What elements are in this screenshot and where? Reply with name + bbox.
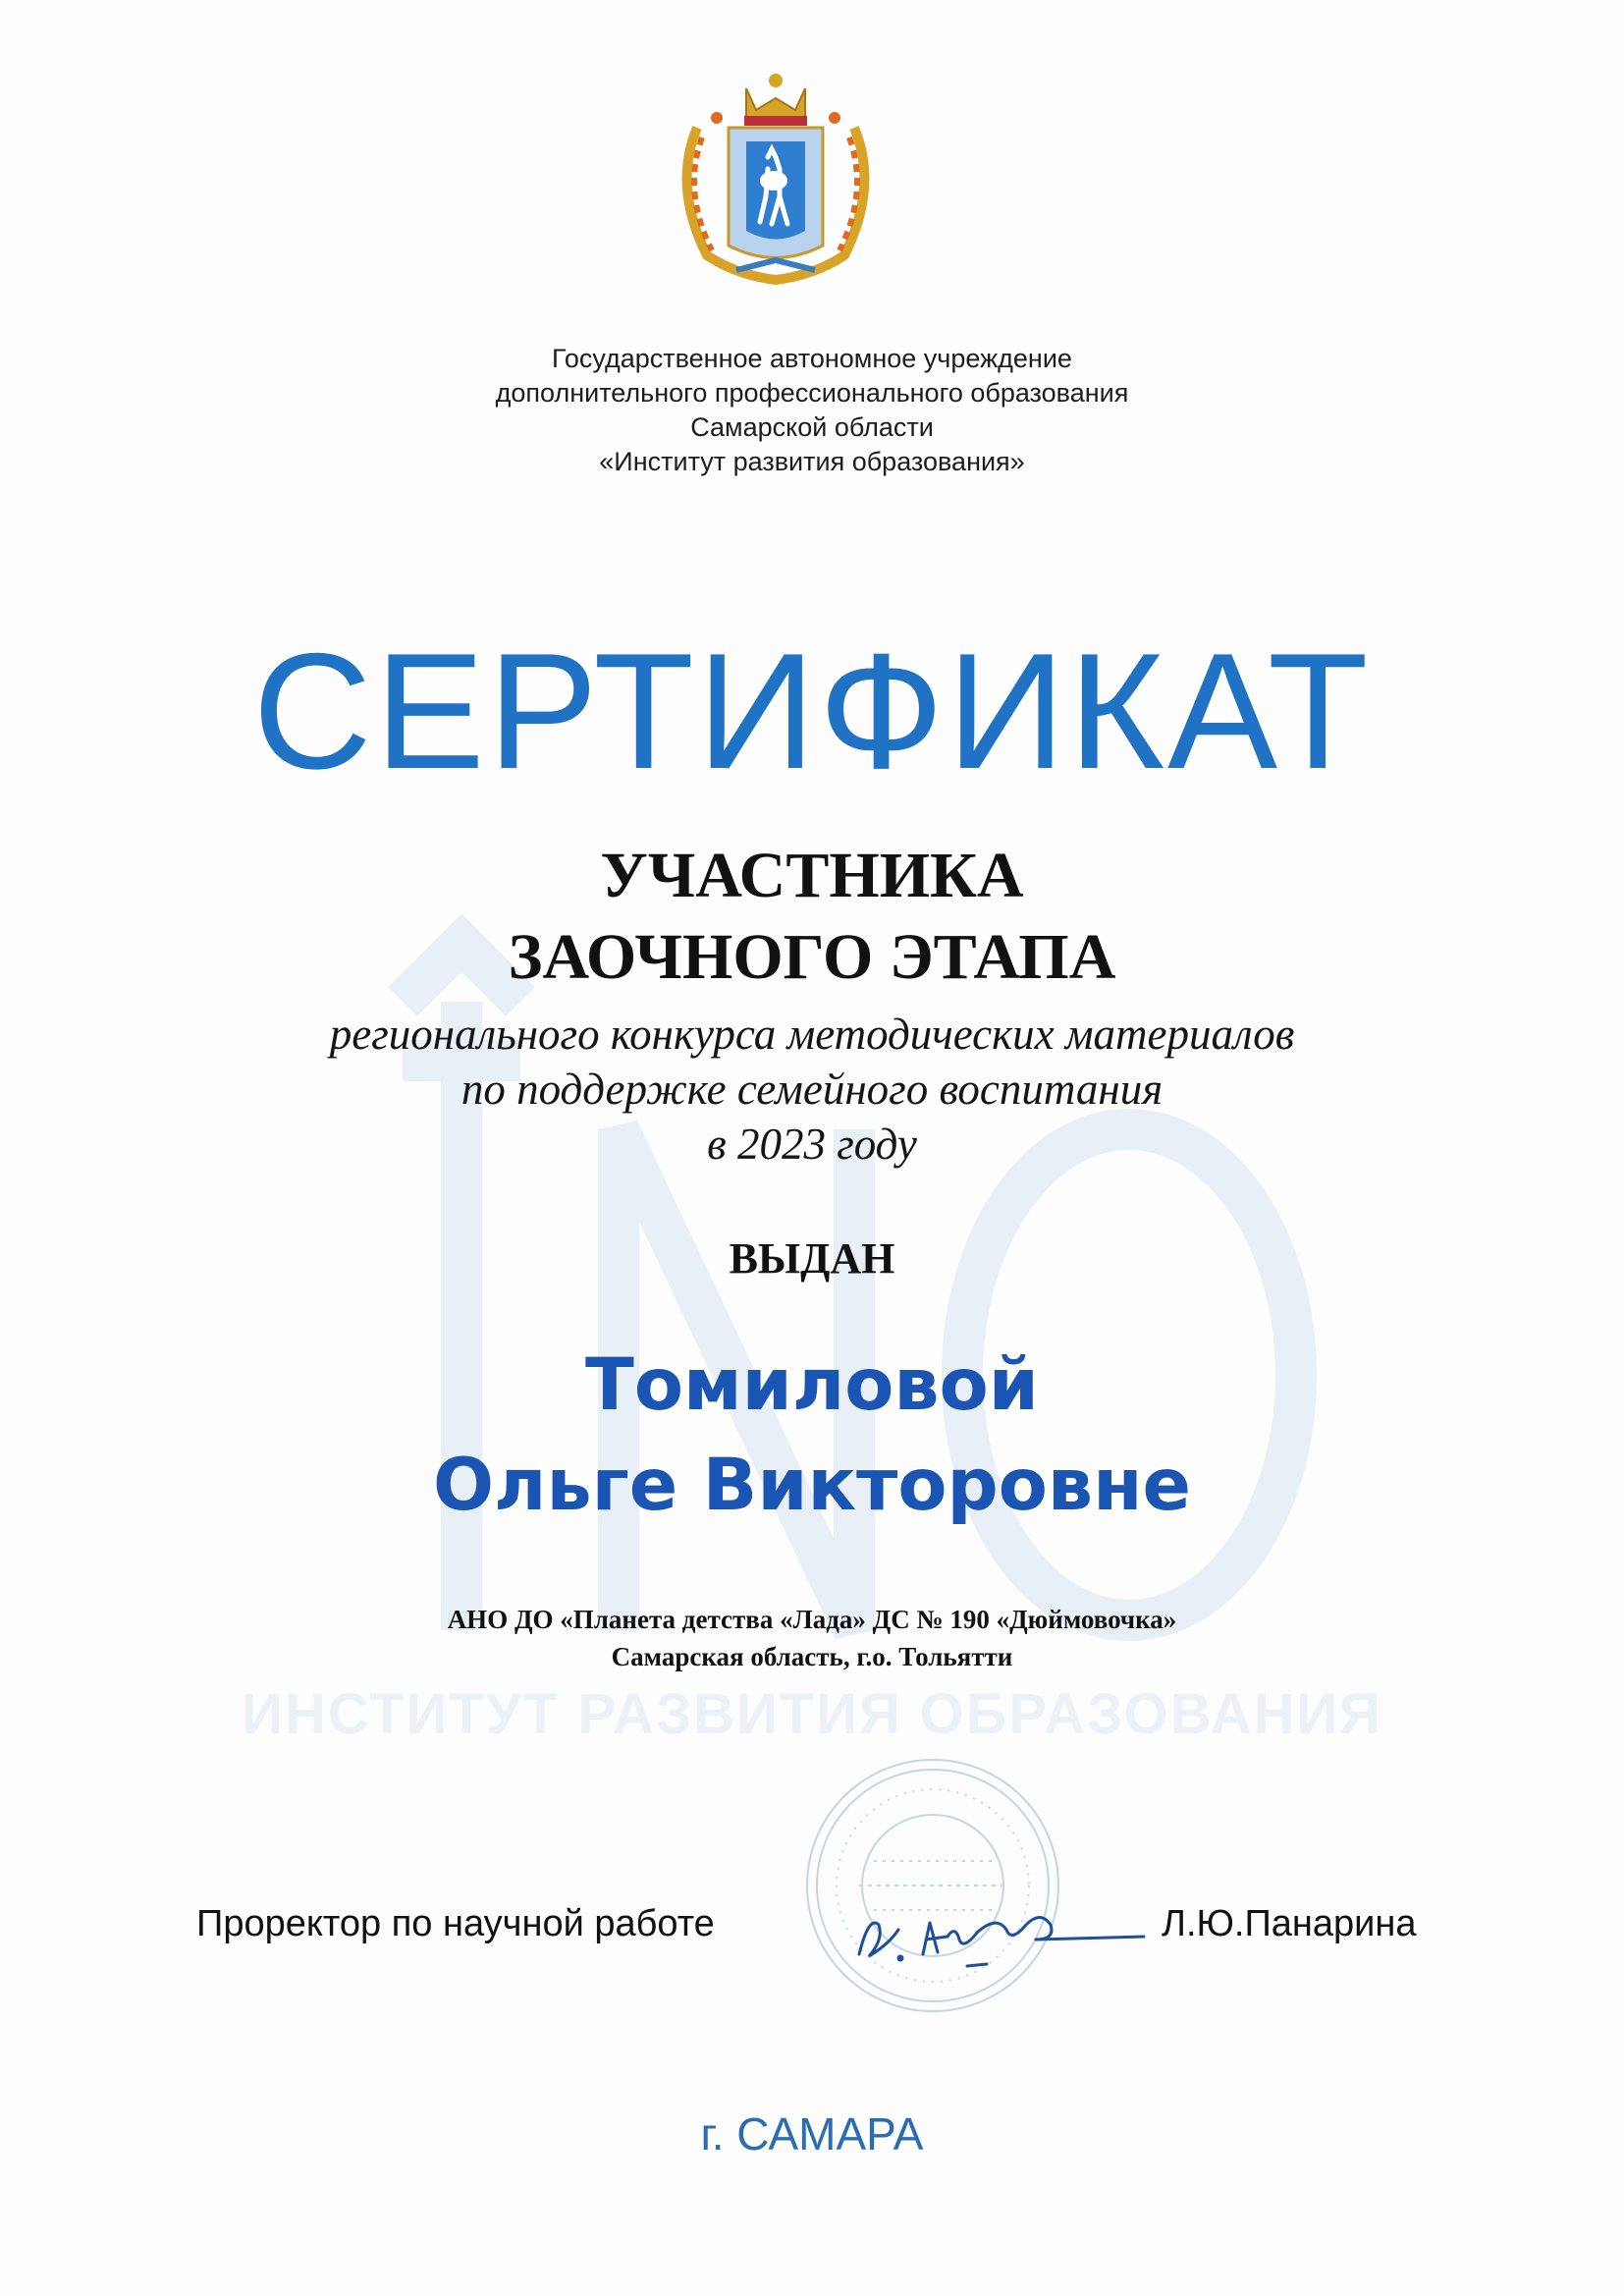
institution-line: Самарская область, г.о. Тольятти xyxy=(611,1642,1013,1671)
institution-line: АНО ДО «Планета детства «Лада» ДС № 190 «Дюймовочка» xyxy=(447,1605,1177,1634)
recipient-given-name: Ольге Викторовне xyxy=(432,1444,1192,1527)
certificate-title: СЕРТИФИКАТ xyxy=(252,619,1372,803)
contest-description xyxy=(0,1007,1624,1172)
recipient-institution xyxy=(0,1601,1624,1675)
org-line: «Институт развития образования» xyxy=(599,447,1025,476)
certificate-subtitle: ЗАОЧНОГО ЭТАПА xyxy=(508,921,1116,993)
org-line: дополнительного профессионального образования xyxy=(495,378,1129,408)
certificate-subtitle: УЧАСТНИКА xyxy=(600,840,1024,911)
signatory-role: Проректор по научной работе xyxy=(196,1903,715,1944)
issued-label: ВЫДАН xyxy=(729,1234,895,1283)
contest-line: по поддержке семейного воспитания xyxy=(460,1065,1164,1114)
issuing-organization xyxy=(0,342,1624,479)
org-line: Государственное автономное учреждение xyxy=(552,344,1072,373)
org-line: Самарской области xyxy=(690,412,934,442)
handwritten-signature xyxy=(839,1886,1154,1974)
issue-city: г. САМАРА xyxy=(700,2108,924,2159)
samara-coat-of-arms-icon xyxy=(677,59,874,285)
recipient-surname: Томиловой xyxy=(585,1343,1039,1427)
contest-line: в 2023 году xyxy=(707,1120,917,1169)
signatory-name: Л.Ю.Панарина xyxy=(1162,1903,1417,1944)
contest-line: регионального конкурса методических материалов xyxy=(329,1010,1295,1059)
watermark-text: ИНСТИТУТ РАЗВИТИЯ ОБРАЗОВАНИЯ xyxy=(242,1682,1382,1746)
